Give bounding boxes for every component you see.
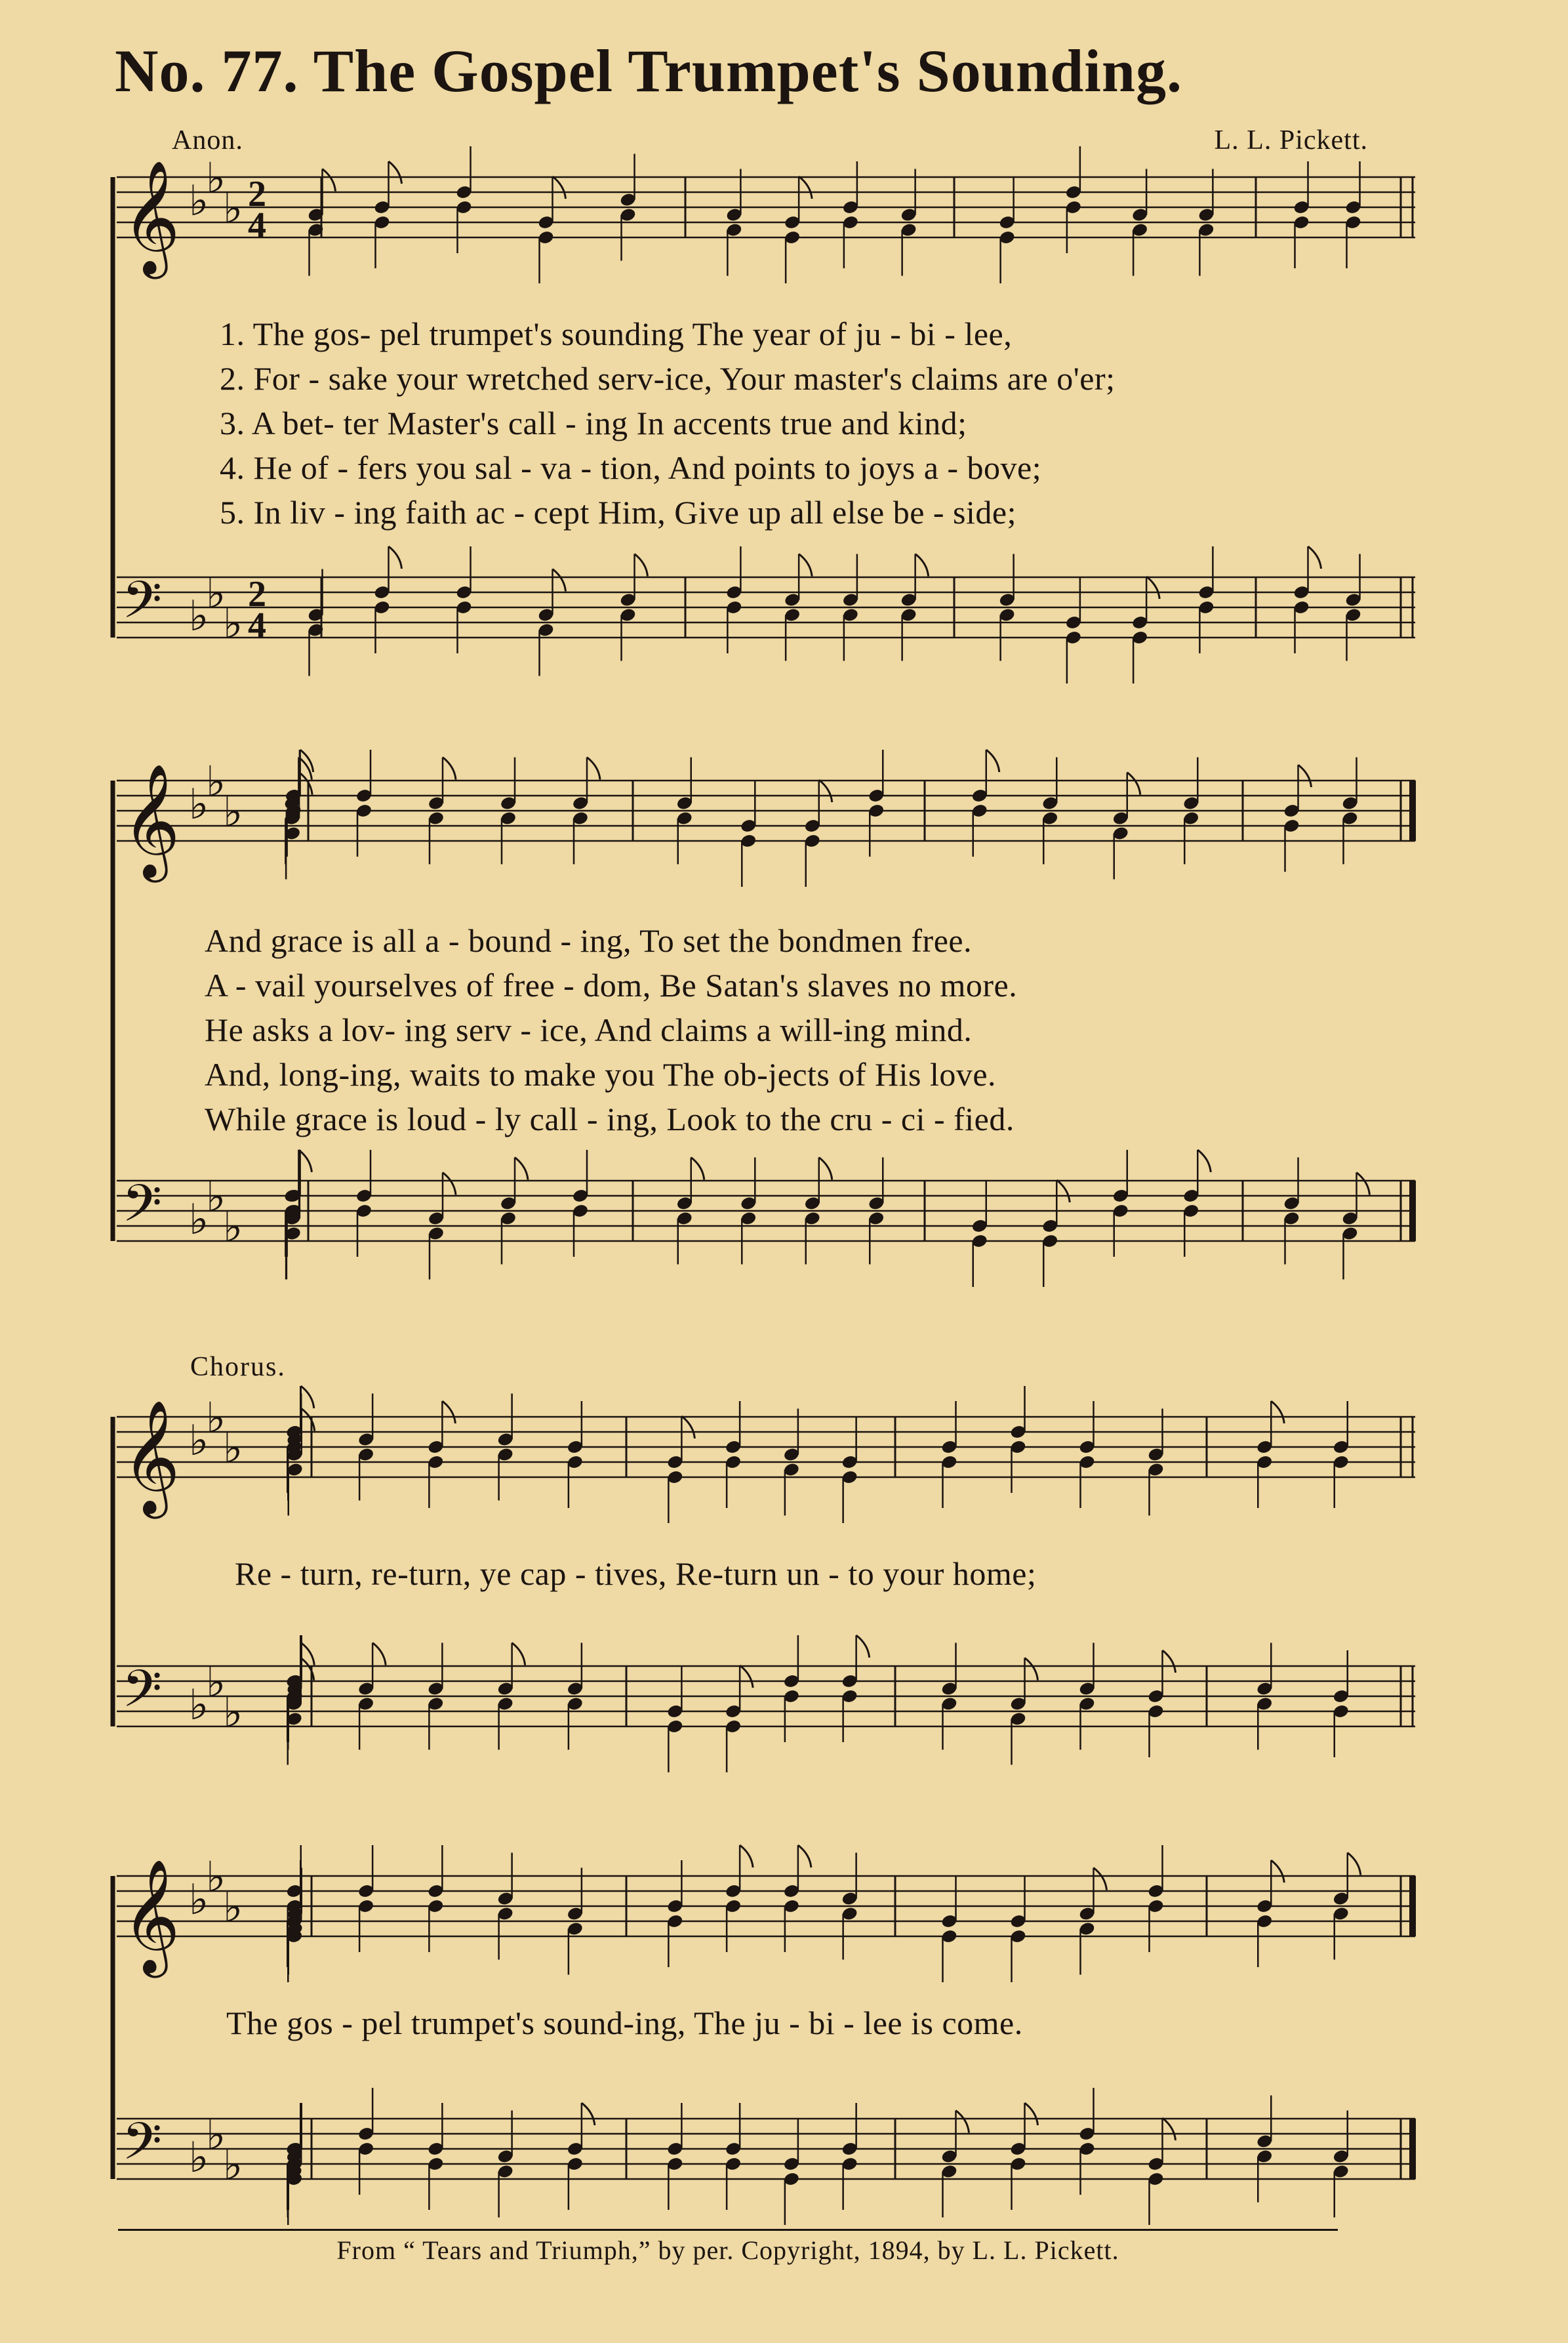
note-flag [856,1635,870,1658]
verse-3-line-2: He asks a lov- ing serv - ice, And claims a will-ing mind. [205,1011,973,1048]
note-flag [740,1665,753,1688]
note-flag [635,554,648,577]
note-flag [1025,2103,1038,2125]
verse-1-line-2: And grace is all a - bound - ing, To set the bondmen free. [205,922,973,959]
note-flag [1197,1150,1211,1172]
treble-clef-icon: 𝄞 [122,160,180,274]
flat-icon: ♭ [206,2111,226,2160]
verse-1-line-1: 1. The gos- pel trumpet's sounding The year of ju - bi - lee, [220,316,1013,352]
flat-icon: ♭ [189,2134,209,2182]
flat-icon: ♭ [189,1876,209,1925]
note-flag [681,1416,694,1438]
flat-icon: ♭ [206,1658,226,1707]
flat-icon: ♭ [189,177,209,226]
note-flag [443,758,456,780]
verse-3-line-1: 3. A bet- ter Master's call - ing In accents true and kind; [220,405,967,441]
flat-icon: ♭ [206,569,226,619]
note-flag [1025,1658,1038,1681]
verse-4-line-2: And, long-ing, waits to make you The ob-jects of His love. [205,1056,997,1093]
note-flag [1163,2118,1176,2140]
note-flag [512,1643,525,1665]
time-signature-top: 2 [248,574,266,615]
note-flag [553,176,566,199]
note-flag [799,554,812,577]
note-flag [915,554,929,577]
verse-2-line-1: 2. For - sake your wretched serv-ice, Your master's claims are o'er; [220,360,1116,397]
note-flag [1308,546,1321,569]
flat-icon: ♭ [223,1203,243,1252]
flat-icon: ♭ [223,1883,243,1932]
note-flag [1163,1650,1176,1673]
bass-clef-icon: 𝄢 [122,1660,163,1732]
flat-icon: ♭ [206,1394,226,1443]
note-flag [323,169,336,192]
treble-clef-icon: 𝄞 [122,764,180,878]
flat-icon: ♭ [189,1681,209,1730]
note-flag [389,546,402,569]
flat-icon: ♭ [206,758,226,807]
note-flag [799,176,812,199]
note-flag [691,1158,704,1180]
note-flag [740,1845,753,1867]
flat-icon: ♭ [223,788,243,837]
hymn-name: The Gospel Trumpet's Sounding. [313,37,1182,104]
flat-icon: ♭ [206,154,226,203]
flat-icon: ♭ [206,1173,226,1222]
verse-5-line-1: 5. In liv - ing faith ac - cept Him, Give up all else be - side; [220,494,1016,531]
bass-clef-icon: 𝄢 [122,571,163,643]
note-flag [1271,1860,1284,1883]
note-flag [1146,577,1159,599]
note-flag [819,780,832,802]
time-signature-bottom: 4 [248,605,266,646]
note-flag [582,2103,595,2125]
music-credit: L. L. Pickett. [1214,125,1368,155]
chorus-line-2: The gos - pel trumpet's sound-ing, The ju - bi - lee is come. [226,2005,1023,2041]
verse-2-line-2: A - vail yourselves of free - dom, Be Satan's slaves no more. [205,967,1018,1004]
hymn-number: No. 77. [115,37,299,104]
flat-icon: ♭ [223,2141,243,2190]
flat-icon: ♭ [189,592,209,641]
chorus-line-1: Re - turn, re-turn, ye cap - tives, Re-turn un - to your home; [235,1555,1037,1592]
flat-icon: ♭ [223,600,243,649]
treble-clef-icon: 𝄞 [122,1859,180,1973]
note-flag [1094,1868,1107,1890]
flat-icon: ♭ [223,1424,243,1473]
note-flag [443,1173,456,1195]
note-flag [442,1401,455,1423]
time-signature-bottom: 4 [248,205,266,246]
chorus-label: Chorus. [190,1352,286,1382]
copyright-footer: From “ Tears and Triumph,” by per. Copyright, 1894, by L. L. Pickett. [118,2229,1338,2266]
note-flag [553,569,566,592]
time-signature-top: 2 [248,174,266,214]
note-flag [1056,1180,1070,1202]
note-flag [587,758,600,780]
note-flag [301,1643,314,1665]
note-flag [389,161,402,184]
note-flag [372,1643,386,1665]
note-flag [1348,1853,1361,1875]
note-flag [301,1386,314,1408]
verse-4-line-1: 4. He of - fers you sal - va - tion, And points to joys a - bove; [220,449,1042,486]
flat-icon: ♭ [223,184,243,234]
note-flag [1357,1173,1370,1195]
bass-clef-icon: 𝄢 [122,2112,163,2184]
flat-icon: ♭ [189,1196,209,1244]
note-flag [1127,773,1140,795]
note-flag [798,1845,811,1867]
flat-icon: ♭ [223,1688,243,1738]
note-flag [1271,1401,1284,1423]
flat-icon: ♭ [189,1417,209,1465]
note-flag [515,1158,528,1180]
note-flag [819,1158,832,1180]
verse-5-line-2: While grace is loud - ly call - ing, Look to the cru - ci - fied. [205,1101,1015,1137]
note-flag [986,750,999,772]
flat-icon: ♭ [189,781,209,829]
note-flag [1298,765,1312,787]
note-flag [302,1409,315,1431]
words-credit: Anon. [172,125,243,155]
treble-clef-icon: 𝄞 [122,1400,180,1514]
bass-clef-icon: 𝄢 [122,1174,163,1246]
note-flag [956,2111,969,2133]
flat-icon: ♭ [206,1853,226,1902]
